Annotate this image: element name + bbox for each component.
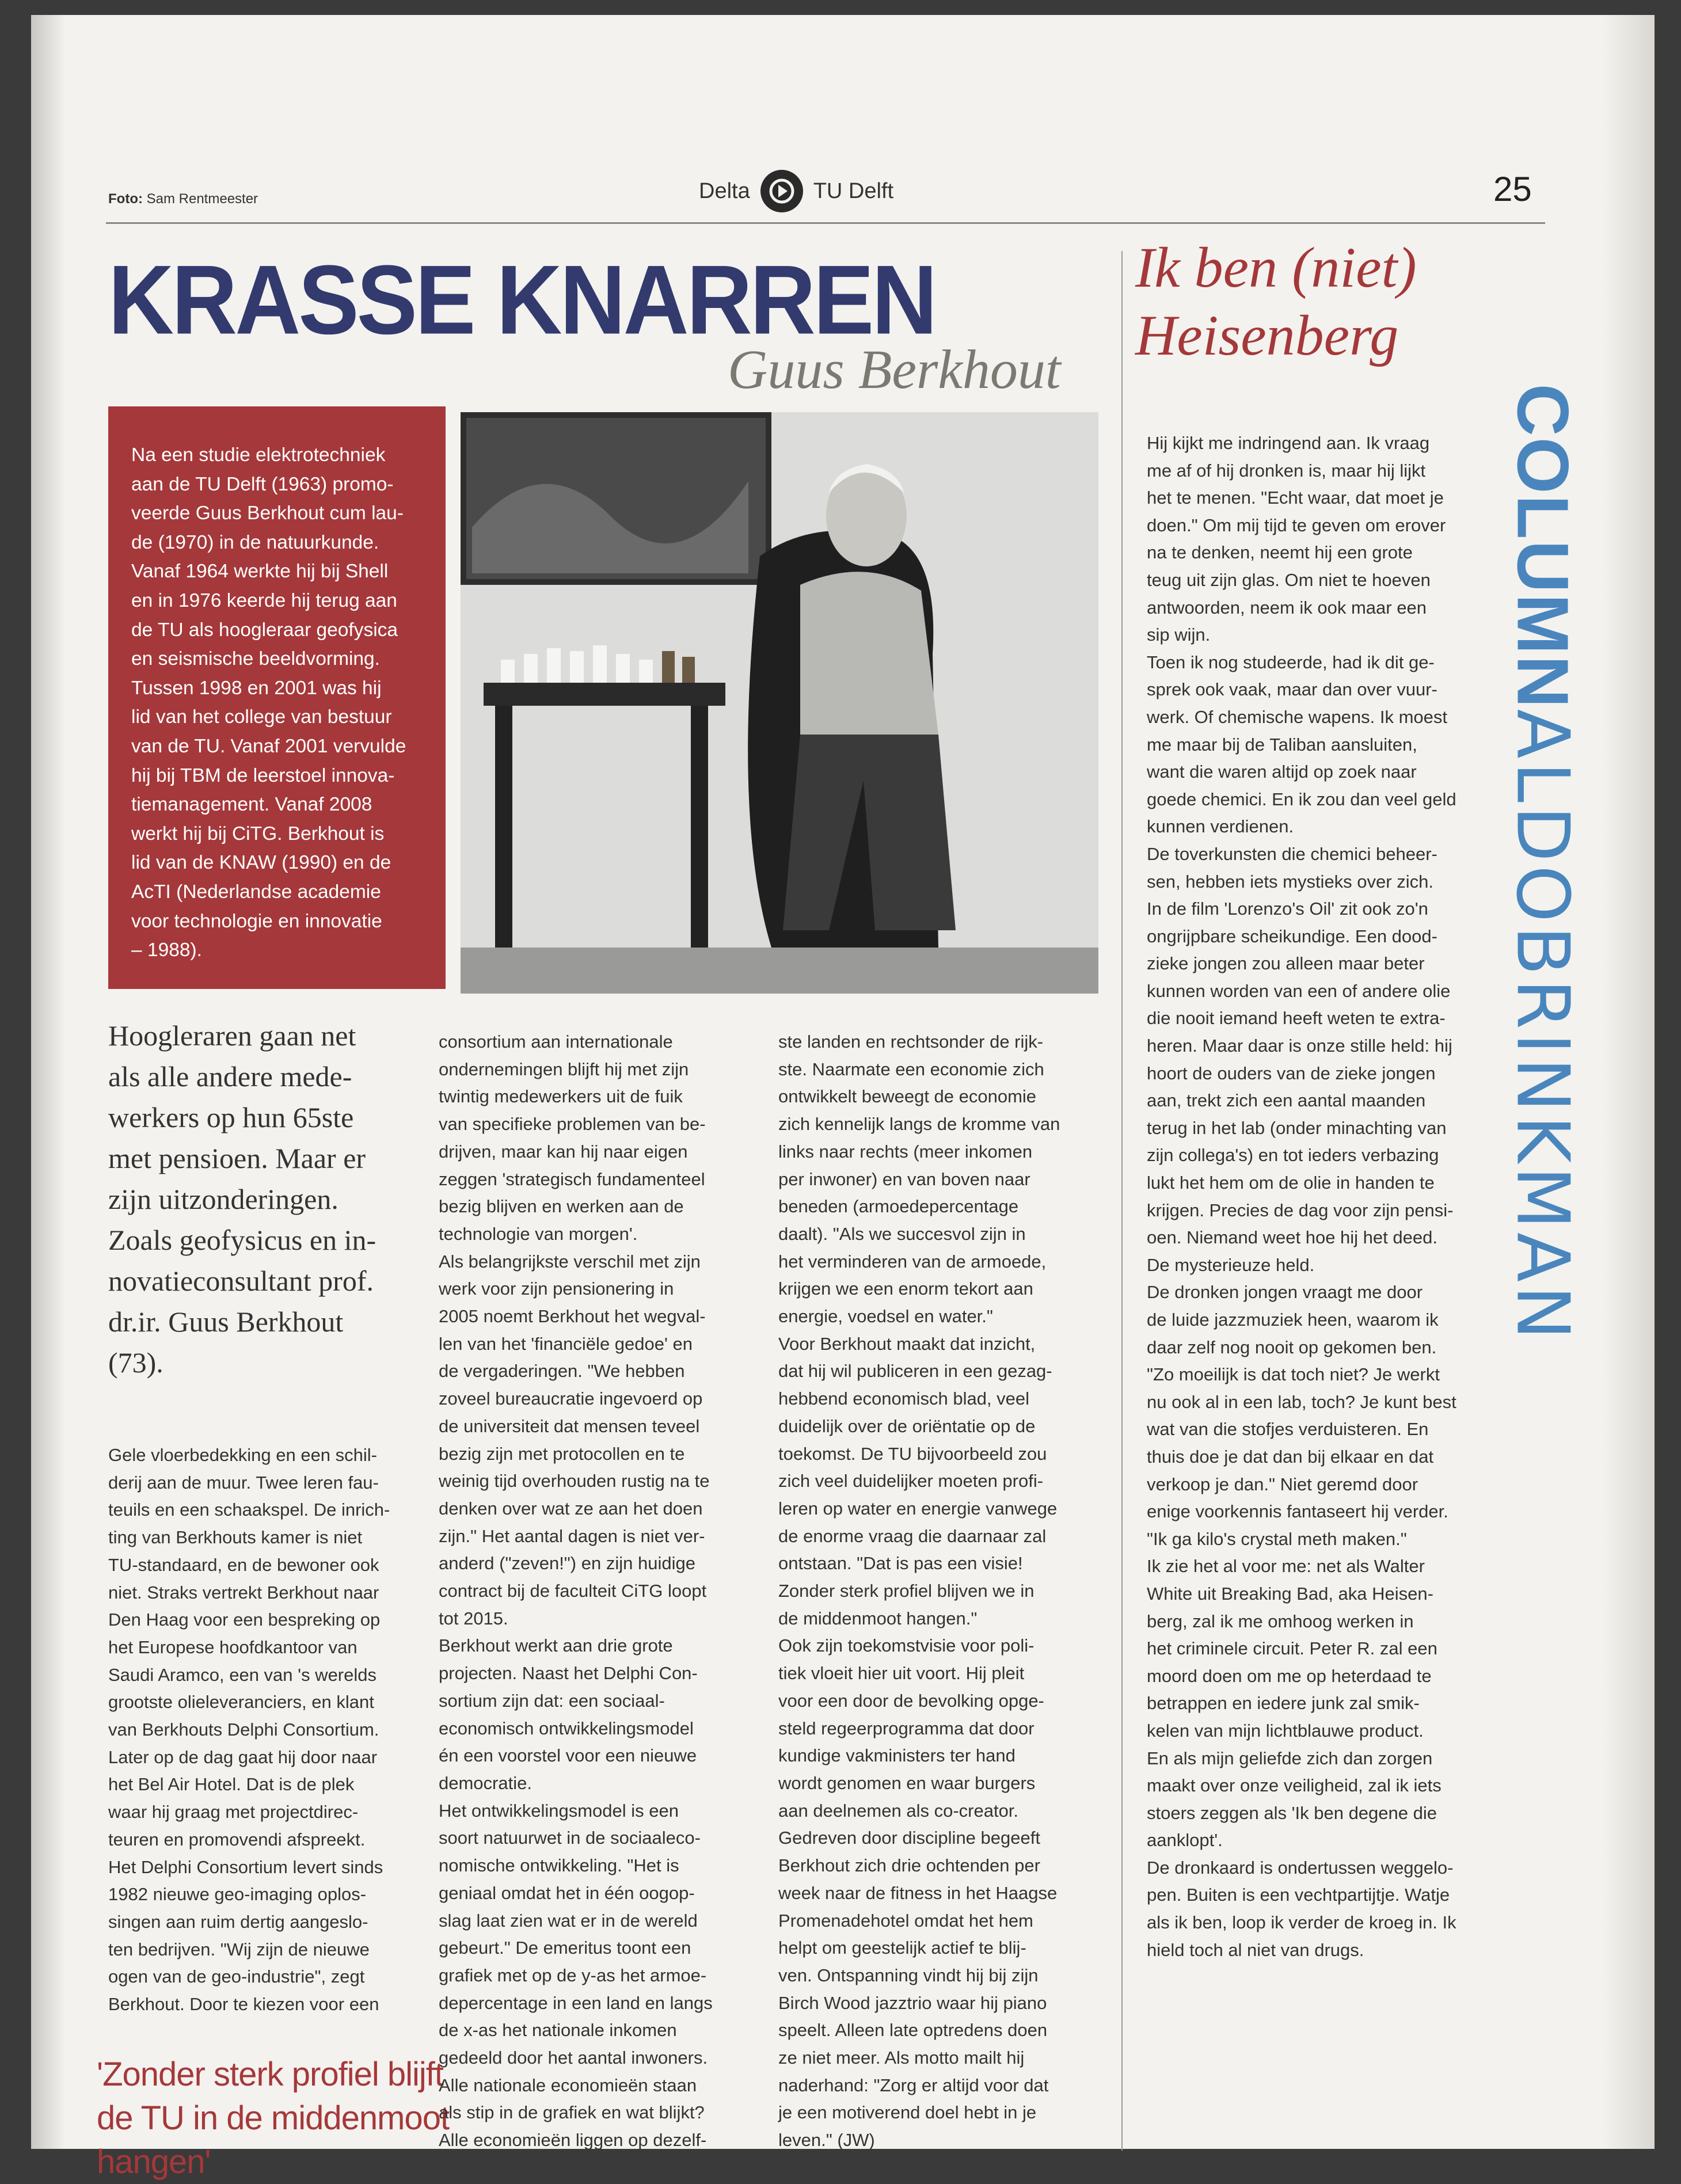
- text-line: slag laat zien wat er in de wereld: [439, 1910, 698, 1931]
- text-line: lid van de KNAW (1990) en de: [131, 852, 391, 874]
- text-line: anderd ("zeven!") en zijn huidige: [439, 1553, 695, 1574]
- text-line: krijgen. Precies de dag voor zijn pensi-: [1147, 1200, 1454, 1220]
- column-vertical-label: [1501, 384, 1585, 1344]
- text-line: leven." (JW): [778, 2130, 875, 2151]
- text-line: nu ook al in een lab, toch? Je kunt best: [1147, 1391, 1456, 1412]
- article-title: KRASSE KNARREN: [108, 245, 935, 355]
- text-line: beneden (armoedepercentage: [778, 1196, 1019, 1217]
- text-line: ontstaan. "Dat is pas een visie!: [778, 1553, 1023, 1574]
- text-line: sprek ook vaak, maar dan over vuur-: [1147, 679, 1437, 700]
- bio-box: [108, 406, 446, 989]
- text-line: De mysterieuze held.: [1147, 1254, 1315, 1275]
- text-line: energie, voedsel en water.": [778, 1306, 993, 1327]
- text-line: dat hij wil publiceren in een gezag-: [778, 1361, 1052, 1382]
- article-byline: Guus Berkhout: [728, 338, 1061, 400]
- text-line: Het Delphi Consortium levert sinds: [108, 1856, 383, 1877]
- text-line: speelt. Alleen late optredens doen: [778, 2020, 1048, 2041]
- text-line: Ik zie het al voor me: net als Walter: [1147, 1556, 1425, 1577]
- text-line: terug in het lab (onder minachting van: [1147, 1117, 1447, 1138]
- text-line: de luide jazzmuziek heen, waarom ik: [1147, 1310, 1439, 1330]
- text-line: AcTI (Nederlandse academie: [131, 881, 381, 903]
- text-line: antwoorden, neem ik ook maar een: [1147, 597, 1427, 618]
- text-line: enige voorkennis fantaseert hij verder.: [1147, 1501, 1448, 1522]
- text-line: werkt hij bij CiTG. Berkhout is: [131, 823, 385, 844]
- text-line: hield toch al niet van drugs.: [1147, 1939, 1364, 1960]
- text-line: kunnen verdienen.: [1147, 816, 1294, 837]
- text-line: Zoals geofysicus en in-: [108, 1224, 376, 1256]
- text-line: de TU in de middenmoot: [97, 2099, 450, 2137]
- text-line: met pensioen. Maar er: [108, 1142, 366, 1174]
- text-line: De toverkunsten die chemici beheer-: [1147, 843, 1437, 864]
- text-line: van Berkhouts Delphi Consortium.: [108, 1719, 379, 1740]
- text-line: teuren en promovendi afspreekt.: [108, 1829, 366, 1850]
- text-line: leren op water en energie vanwege: [778, 1498, 1058, 1519]
- text-line: 1982 nieuwe geo-imaging oplos-: [108, 1884, 367, 1905]
- text-line: zich kennelijk langs de kromme van: [778, 1114, 1060, 1135]
- text-line: tiemanagement. Vanaf 2008: [131, 794, 372, 816]
- text-line: ste. Naarmate een economie zich: [778, 1059, 1044, 1079]
- masthead: [699, 168, 893, 214]
- text-line: kelen van mijn lichtblauwe product.: [1147, 1720, 1424, 1741]
- text-line: drijven, maar kan hij naar eigen: [439, 1141, 688, 1162]
- text-line: grootste olieleveranciers, en klant: [108, 1692, 374, 1713]
- column-title: [1135, 234, 1538, 370]
- text-line: Saudi Aramco, een van 's werelds: [108, 1664, 376, 1685]
- text-line: bezig blijven en werken aan de: [439, 1196, 684, 1217]
- text-line: voor technologie en innovatie: [131, 910, 382, 932]
- text-line: kundige vakministers ter hand: [778, 1745, 1016, 1766]
- text-line: links naar rechts (meer inkomen: [778, 1141, 1033, 1162]
- text-line: aan de TU Delft (1963) promo-: [131, 473, 394, 495]
- text-line: de vergaderingen. "We hebben: [439, 1361, 685, 1382]
- column-label-bold: COLUMN: [1502, 383, 1584, 709]
- text-line: weinig tijd overhouden rustig na te: [439, 1471, 710, 1491]
- text-line: sen, hebben iets mystieks over zich.: [1147, 871, 1433, 892]
- text-line: moord doen om me op heterdaad te: [1147, 1665, 1432, 1686]
- text-line: zich veel duidelijker moeten profi-: [778, 1471, 1044, 1491]
- text-line: lid van het college van bestuur: [131, 706, 392, 728]
- binding-shadow: [31, 15, 66, 2149]
- pull-quote: [97, 2053, 465, 2184]
- text-line: heren. Maar daar is onze stille held: hij: [1147, 1036, 1452, 1056]
- text-line: aan deelnemen als co-creator.: [778, 1800, 1019, 1821]
- text-line: me maar bij de Taliban aansluiten,: [1147, 734, 1417, 755]
- text-line: Toen ik nog studeerde, had ik dit ge-: [1147, 652, 1435, 672]
- column-3-text: [778, 1028, 1101, 2154]
- text-line: en seismische beeldvorming.: [131, 648, 380, 670]
- photo-credit-name: Sam Rentmeester: [146, 191, 258, 207]
- text-line: ontwikkelt beweegt de economie: [778, 1086, 1037, 1107]
- column-divider: [1121, 251, 1123, 2151]
- text-line: ten bedrijven. "Wij zijn de nieuwe: [108, 1939, 370, 1959]
- text-line: dr.ir. Guus Berkhout: [108, 1306, 344, 1338]
- text-line: krijgen we een enorm tekort aan: [778, 1279, 1033, 1299]
- column-label-wrap: [1500, 383, 1585, 1344]
- text-line: daar zelf nog nooit op gekomen ben.: [1147, 1337, 1437, 1357]
- text-line: steld regeerprogramma dat door: [778, 1718, 1035, 1738]
- text-line: Na een studie elektrotechniek: [131, 444, 386, 466]
- text-line: Promenadehotel omdat het hem: [778, 1910, 1033, 1931]
- column-body-text: [1147, 429, 1492, 1964]
- text-line: zeggen 'strategisch fundamenteel: [439, 1169, 705, 1189]
- column-2-text: [439, 1028, 761, 2154]
- text-line: het Bel Air Hotel. Dat is de plek: [108, 1774, 355, 1795]
- text-line: Hij kijkt me indringend aan. Ik vraag: [1147, 433, 1430, 453]
- column-label-author: ALDOBRINKMAN: [1500, 709, 1585, 1344]
- text-line: betrappen en iedere junk zal smik-: [1147, 1693, 1420, 1714]
- text-line: het te menen. "Echt waar, dat moet je: [1147, 488, 1444, 508]
- text-line: werk. Of chemische wapens. Ik moest: [1147, 706, 1448, 727]
- text-line: naderhand: "Zorg er altijd voor dat: [778, 2075, 1049, 2095]
- portrait-photo: [461, 412, 1098, 994]
- text-line: len van het 'financiële gedoe' en: [439, 1333, 693, 1354]
- text-line: doen." Om mij tijd te geven om erover: [1147, 515, 1446, 535]
- pull-quote-text: [97, 2053, 465, 2184]
- article-lede: [108, 1015, 448, 1383]
- magazine-page: [31, 15, 1655, 2181]
- text-line: de TU als hoogleraar geofysica: [131, 619, 398, 641]
- masthead-tudelft: TU Delft: [813, 178, 894, 203]
- text-line: geniaal omdat het in één oogop-: [439, 1882, 695, 1903]
- text-line: week naar de fitness in het Haagse: [778, 1882, 1058, 1903]
- text-line: sip wijn.: [1147, 625, 1211, 645]
- column-1-text: [108, 1441, 448, 2018]
- text-line: Birch Wood jazztrio waar hij piano: [778, 1992, 1047, 2013]
- text-line: veerde Guus Berkhout cum lau-: [131, 503, 404, 524]
- text-line: Later op de dag gaat hij door naar: [108, 1747, 378, 1767]
- text-line: Tussen 1998 en 2001 was hij: [131, 677, 382, 699]
- text-line: de enorme vraag die daarnaar zal: [778, 1525, 1047, 1546]
- text-line: White uit Breaking Bad, aka Heisen-: [1147, 1583, 1433, 1604]
- text-line: het verminderen van de armoede,: [778, 1251, 1047, 1272]
- text-line: sortium zijn dat: een sociaal-: [439, 1690, 665, 1711]
- text-line: singen aan ruim dertig aangeslo-: [108, 1911, 368, 1932]
- text-line: werk voor zijn pensionering in: [439, 1279, 674, 1299]
- text-line: oen. Niemand weet hoe hij het deed.: [1147, 1227, 1437, 1248]
- text-line: ondernemingen blijft hij met zijn: [439, 1059, 689, 1079]
- text-line: 2005 noemt Berkhout het wegval-: [439, 1306, 706, 1327]
- text-line: van specifieke problemen van be-: [439, 1114, 706, 1135]
- text-line: denken over wat ze aan het doen: [439, 1498, 703, 1519]
- text-line: aan, trekt zich een aantal maanden: [1147, 1090, 1426, 1111]
- text-line: na te denken, neemt hij een grote: [1147, 542, 1413, 563]
- text-line: novatieconsultant prof.: [108, 1265, 374, 1297]
- text-line: ven. Ontspanning vindt hij bij zijn: [778, 1965, 1039, 1985]
- text-line: niet. Straks vertrekt Berkhout naar: [108, 1582, 379, 1603]
- article-column-3: [778, 1028, 1101, 2154]
- article-column-2: [439, 1028, 761, 2154]
- text-line: waar hij graag met projectdirec-: [108, 1802, 359, 1822]
- text-line: pen. Buiten is een vechtpartijtje. Watje: [1147, 1885, 1450, 1905]
- text-line: "Ik ga kilo's crystal meth maken.": [1147, 1528, 1407, 1549]
- text-line: teuils en een schaakspel. De inrich-: [108, 1500, 390, 1520]
- text-line: zoveel bureaucratie ingevoerd op: [439, 1388, 703, 1409]
- text-line: zieke jongen zou alleen maar beter: [1147, 953, 1425, 974]
- text-line: kunnen worden van een of andere olie: [1147, 980, 1451, 1001]
- text-line: duidelijk over de oriëntatie op de: [778, 1416, 1036, 1436]
- lede-text: [108, 1015, 448, 1383]
- text-line: Vanaf 1964 werkte hij bij Shell: [131, 561, 389, 583]
- text-line: wordt genomen en waar burgers: [778, 1772, 1036, 1793]
- text-line: werkers op hun 65ste: [108, 1101, 354, 1133]
- text-line: van de TU. Vanaf 2001 vervulde: [131, 735, 406, 757]
- text-line: nomische ontwikkeling. "Het is: [439, 1855, 679, 1876]
- photo-credit: [108, 191, 258, 207]
- text-line: goede chemici. En ik zou dan veel geld: [1147, 789, 1456, 809]
- text-line: als alle andere mede-: [108, 1060, 352, 1093]
- text-line: grafiek met op de y-as het armoe-: [439, 1965, 707, 1985]
- text-line: ongrijpbare scheikundige. Een dood-: [1147, 926, 1437, 946]
- page-number: 25: [1493, 170, 1532, 208]
- text-line: Het ontwikkelingsmodel is een: [439, 1800, 679, 1821]
- text-line: gebeurt." De emeritus toont een: [439, 1938, 691, 1958]
- text-line: per inwoner) en van boven naar: [778, 1169, 1030, 1189]
- text-line: hij bij TBM de leerstoel innova-: [131, 764, 395, 786]
- text-line: Alle nationale economieën staan: [439, 2075, 697, 2095]
- text-line: bezig zijn met protocollen en te: [439, 1443, 685, 1464]
- text-line: de universiteit dat mensen teveel: [439, 1416, 700, 1436]
- text-line: – 1988).: [131, 939, 202, 961]
- text-line: het Europese hoofdkantoor van: [108, 1637, 358, 1657]
- bio-text: [131, 441, 425, 965]
- text-line: het criminele circuit. Peter R. zal een: [1147, 1638, 1437, 1659]
- text-line: want die waren altijd op zoek naar: [1147, 762, 1417, 782]
- text-line: De dronken jongen vraagt me door: [1147, 1282, 1423, 1303]
- photo-credit-label: Foto:: [108, 191, 143, 207]
- text-line: 'Zonder sterk profiel blijft: [97, 2056, 443, 2093]
- text-line: én een voorstel voor een nieuwe: [439, 1745, 697, 1766]
- text-line: zijn uitzonderingen.: [108, 1183, 339, 1215]
- text-line: als ik ben, loop ik verder de kroeg in. Ik: [1147, 1912, 1456, 1933]
- text-line: Hoogleraren gaan net: [108, 1019, 356, 1052]
- text-line: (73).: [108, 1346, 163, 1379]
- text-line: depercentage in een land en langs: [439, 1992, 713, 2013]
- text-line: wat van die stofjes verduisteren. En: [1147, 1419, 1429, 1440]
- header-rule: [106, 222, 1545, 224]
- page-edge: [1603, 15, 1655, 2149]
- text-line: Zonder sterk profiel blijven we in: [778, 1581, 1035, 1601]
- text-line: me af of hij dronken is, maar hij lijkt: [1147, 460, 1426, 481]
- text-line: consortium aan internationale: [439, 1032, 673, 1052]
- text-line: verkoop je dan." Niet geremd door: [1147, 1474, 1418, 1494]
- text-line: Gele vloerbedekking en een schil-: [108, 1445, 377, 1465]
- column-title-line-2: Heisenberg: [1135, 303, 1399, 367]
- text-line: berg, zal ik me omhoog werken in: [1147, 1611, 1414, 1631]
- text-line: die nooit iemand heeft weten te extra-: [1147, 1008, 1446, 1029]
- text-line: de x-as het nationale inkomen: [439, 2020, 677, 2041]
- text-line: TU-standaard, en de bewoner ook: [108, 1554, 379, 1575]
- text-line: als stip in de grafiek en wat blijkt?: [439, 2102, 705, 2123]
- text-line: De dronkaard is ondertussen weggelo-: [1147, 1857, 1454, 1878]
- text-line: Ook zijn toekomstvisie voor poli-: [778, 1635, 1035, 1656]
- text-line: contract bij de faculteit CiTG loopt: [439, 1581, 707, 1601]
- text-line: voor een door de bevolking opge-: [778, 1690, 1044, 1711]
- text-line: helpt om geestelijk actief te blij-: [778, 1938, 1026, 1958]
- column-title-line-1: Ik ben (niet): [1135, 235, 1417, 299]
- text-line: zijn." Het aantal dagen is niet ver-: [439, 1525, 705, 1546]
- text-line: En als mijn geliefde zich dan zorgen: [1147, 1748, 1433, 1768]
- text-line: maakt over onze veiligheid, zal ik iets: [1147, 1775, 1442, 1796]
- text-line: thuis doe je dat dan bij elkaar en dat: [1147, 1446, 1434, 1467]
- text-line: lukt het hem om de olie in handen te: [1147, 1173, 1435, 1193]
- text-line: toekomst. De TU bijvoorbeeld zou: [778, 1443, 1047, 1464]
- text-line: Berkhout werkt aan drie grote: [439, 1635, 673, 1656]
- text-line: Gedreven door discipline begeeft: [778, 1828, 1040, 1848]
- text-line: gedeeld door het aantal inwoners.: [439, 2048, 708, 2068]
- text-line: Voor Berkhout maakt dat inzicht,: [778, 1333, 1036, 1354]
- text-line: hangen': [97, 2143, 211, 2181]
- text-line: de (1970) in de natuurkunde.: [131, 531, 379, 553]
- text-line: projecten. Naast het Delphi Con-: [439, 1663, 698, 1684]
- text-line: ting van Berkhouts kamer is niet: [108, 1527, 363, 1548]
- text-line: twintig medewerkers uit de fuik: [439, 1086, 683, 1107]
- column-body: [1147, 429, 1492, 1964]
- text-line: In de film 'Lorenzo's Oil' zit ook zo'n: [1147, 899, 1428, 919]
- text-line: soort natuurwet in de sociaaleco-: [439, 1828, 701, 1848]
- text-line: teug uit zijn glas. Om niet te hoeven: [1147, 569, 1431, 590]
- text-line: Alle economieën liggen op dezelf-: [439, 2130, 707, 2151]
- text-line: ze niet meer. Als motto mailt hij: [778, 2048, 1025, 2068]
- text-line: "Zo moeilijk is dat toch niet? Je werkt: [1147, 1364, 1440, 1385]
- article-column-1: [108, 1441, 448, 2018]
- text-line: tiek vloeit hier uit voort. Hij pleit: [778, 1663, 1025, 1684]
- text-line: en in 1976 keerde hij terug aan: [131, 589, 397, 611]
- text-line: democratie.: [439, 1772, 532, 1793]
- text-line: technologie van morgen'.: [439, 1223, 638, 1244]
- text-line: tot 2015.: [439, 1608, 508, 1629]
- text-line: de middenmoot hangen.": [778, 1608, 978, 1629]
- text-line: hoort de ouders van de zieke jongen: [1147, 1063, 1436, 1083]
- text-line: aanklopt'.: [1147, 1830, 1223, 1851]
- text-line: Als belangrijkste verschil met zijn: [439, 1251, 701, 1272]
- text-line: stoers zeggen als 'Ik ben degene die: [1147, 1802, 1437, 1823]
- text-line: ogen van de geo-industrie", zegt: [108, 1966, 365, 1987]
- text-line: daalt). "Als we succesvol zijn in: [778, 1223, 1026, 1244]
- text-line: derij aan de muur. Twee leren fau-: [108, 1472, 379, 1493]
- text-line: Den Haag voor een bespreking op: [108, 1610, 381, 1630]
- text-line: Berkhout zich drie ochtenden per: [778, 1855, 1040, 1876]
- text-line: Berkhout. Door te kiezen voor een: [108, 1994, 379, 2015]
- text-line: ste landen en rechtsonder de rijk-: [778, 1032, 1044, 1052]
- delta-logo-icon: [760, 170, 803, 212]
- text-line: je een motiverend doel hebt in je: [778, 2102, 1037, 2123]
- text-line: zijn collega's) en tot ieders verbazing: [1147, 1145, 1439, 1166]
- masthead-delta: Delta: [699, 178, 750, 203]
- text-line: hebbend economisch blad, veel: [778, 1388, 1030, 1409]
- text-line: economisch ontwikkelingsmodel: [439, 1718, 694, 1738]
